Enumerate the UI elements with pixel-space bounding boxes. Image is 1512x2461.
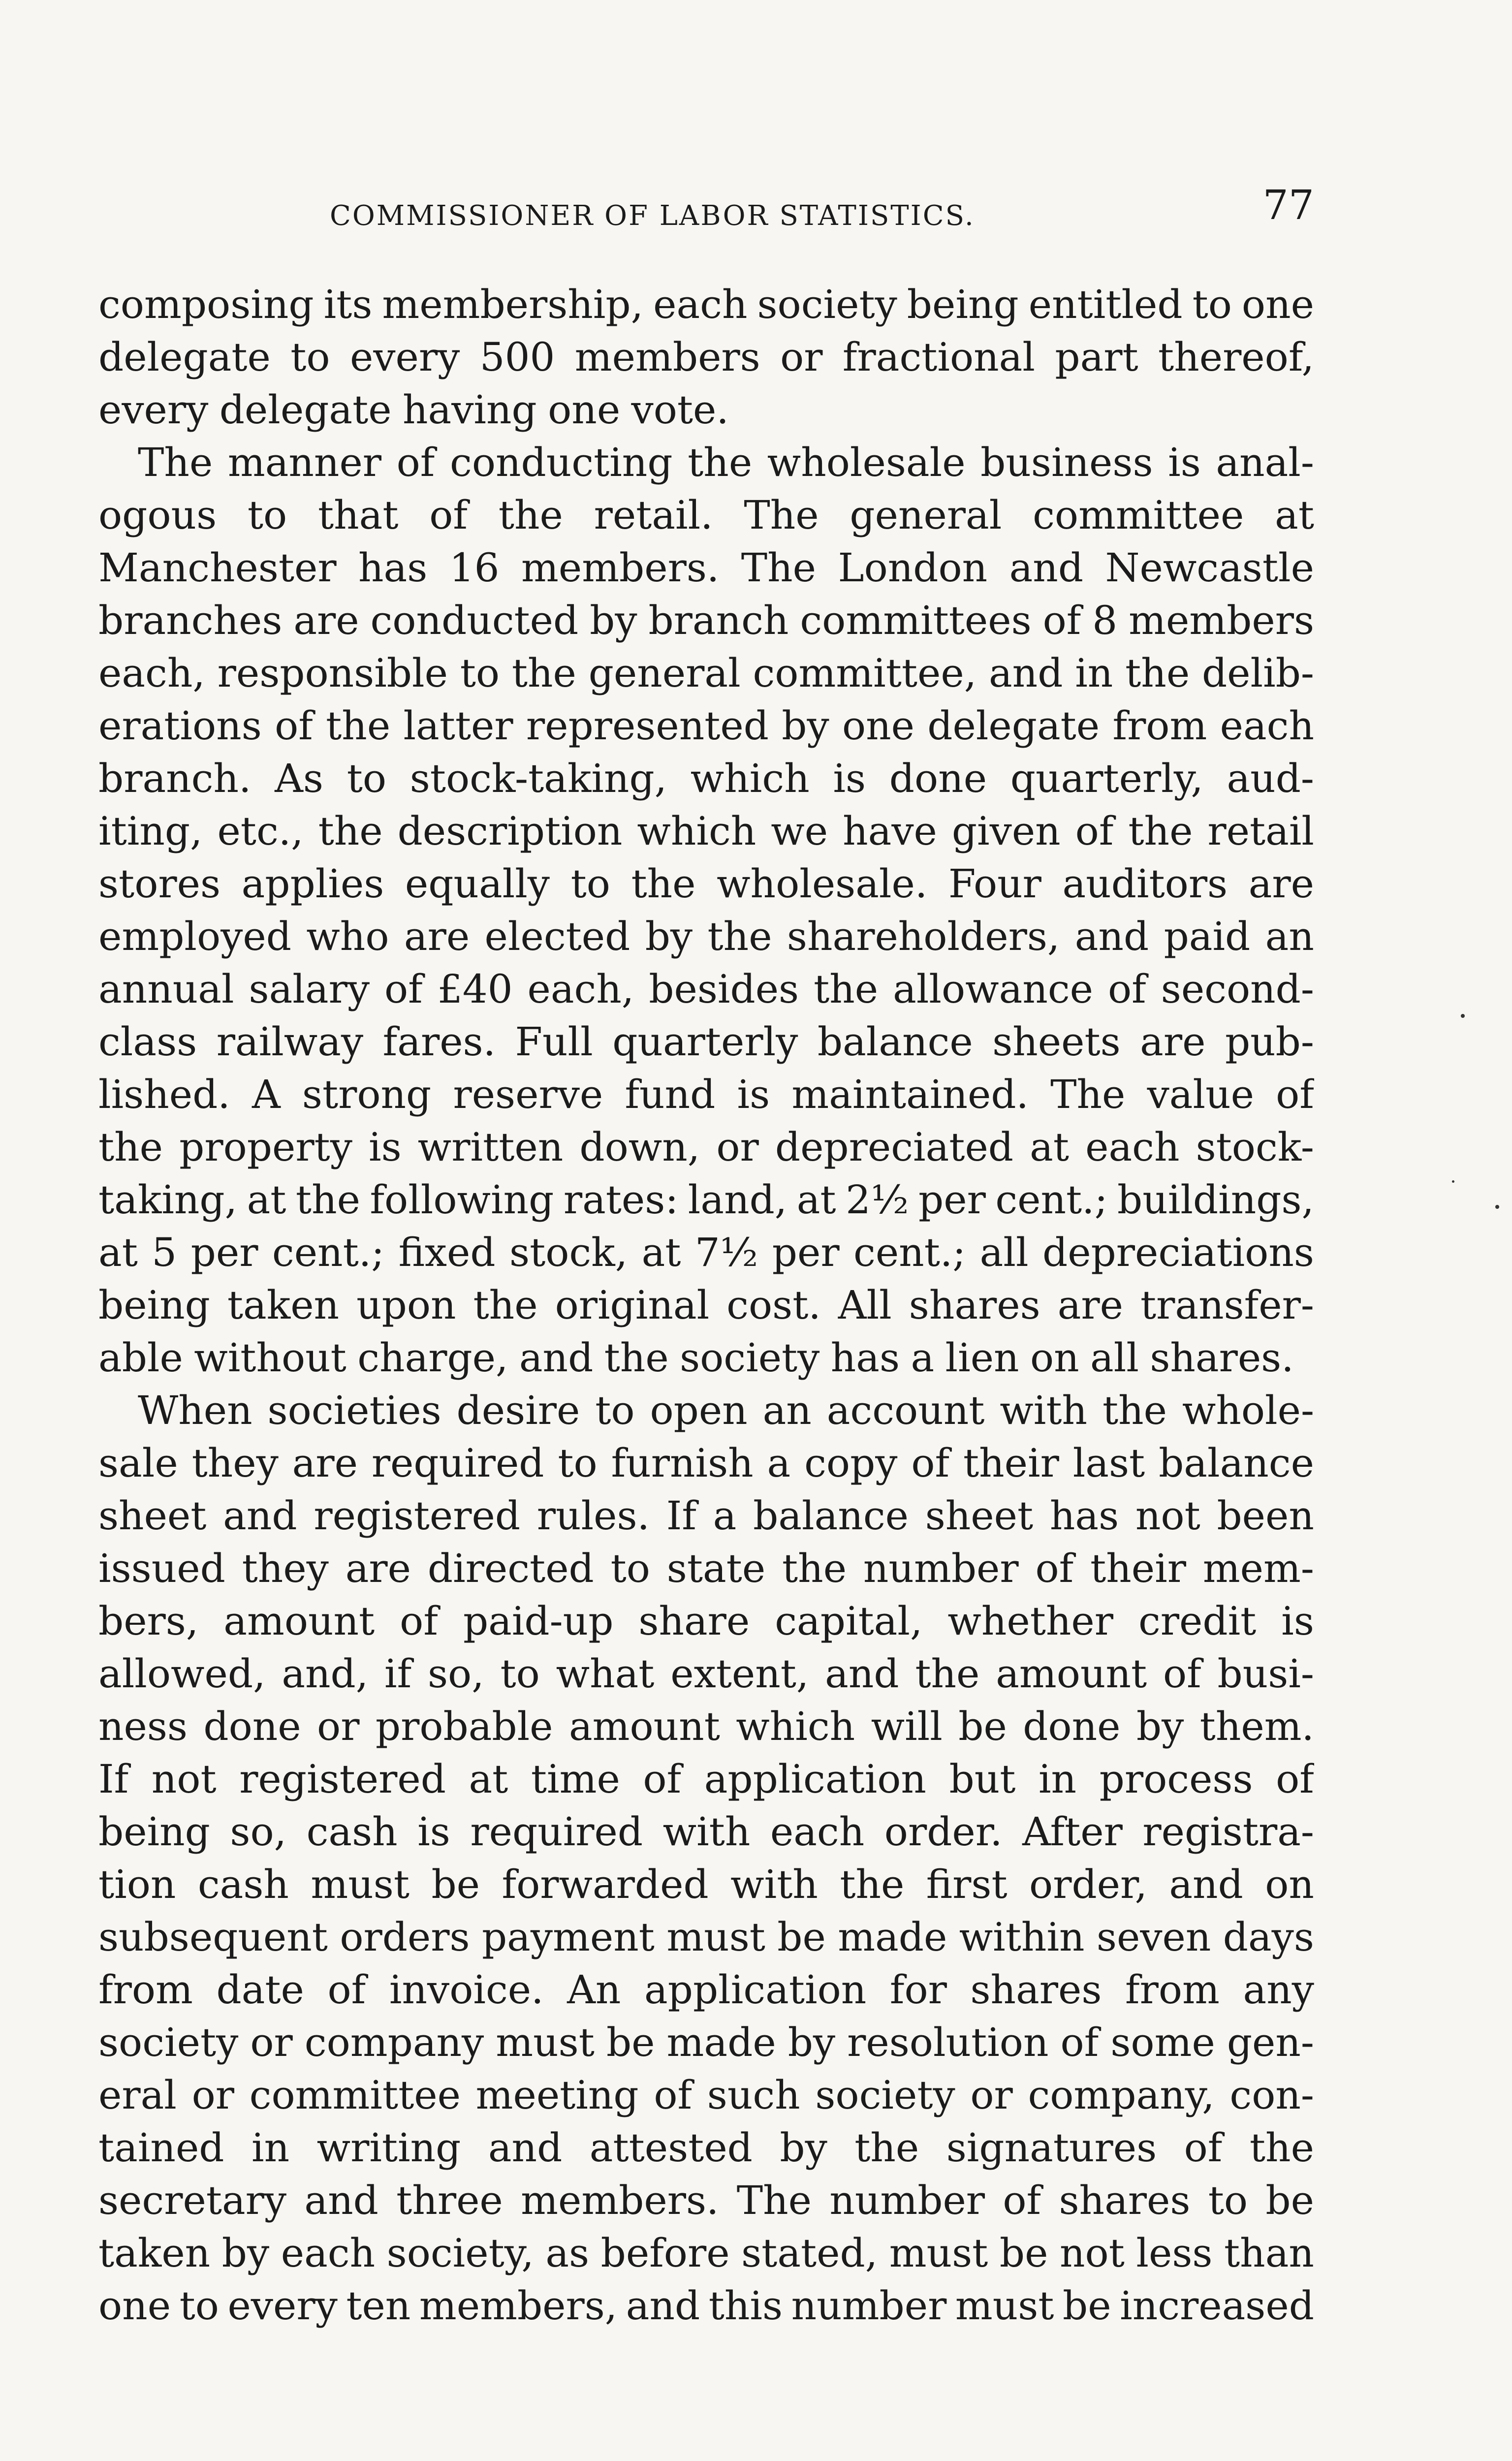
print-speck bbox=[1495, 1205, 1499, 1209]
text-line: If not registered at time of application but in process of bbox=[98, 1756, 1314, 1802]
body-text bbox=[98, 278, 1314, 2332]
text-line: stores applies equally to the wholesale. Four auditors are bbox=[98, 861, 1314, 907]
text-line: subsequent orders payment must be made within seven days bbox=[98, 1914, 1314, 1960]
text-line: employed who are elected by the shareholders, and paid an bbox=[98, 914, 1314, 959]
text-line: ogous to that of the retail. The general committee at bbox=[98, 492, 1314, 538]
text-line: tion cash must be forwarded with the first order, and on bbox=[98, 1862, 1314, 1907]
text-line: being so, cash is required with each order. After registra- bbox=[98, 1809, 1314, 1855]
text-line: being taken upon the original cost. All shares are transfer- bbox=[98, 1282, 1314, 1328]
text-line: branches are conducted by branch committees of 8 members bbox=[98, 598, 1314, 643]
text-line: ness done or probable amount which will be done by them. bbox=[98, 1704, 1314, 1749]
text-line: from date of invoice. An application for shares from any bbox=[98, 1967, 1314, 2013]
text-line: each, responsible to the general committee, and in the delib- bbox=[98, 650, 1314, 696]
print-speck bbox=[1452, 1180, 1454, 1183]
text-line: Manchester has 16 members. The London and Newcastle bbox=[98, 545, 1314, 591]
text-line: When societies desire to open an account with the whole- bbox=[138, 1388, 1314, 1433]
text-line: branch. As to stock-taking, which is done quarterly, aud- bbox=[98, 756, 1314, 801]
text-line: society or company must be made by resolution of some gen- bbox=[98, 2019, 1314, 2065]
text-line: bers, amount of paid-up share capital, whether credit is bbox=[98, 1598, 1314, 1644]
text-line: every delegate having one vote. bbox=[98, 387, 729, 433]
text-line: issued they are directed to state the number of their mem- bbox=[98, 1546, 1314, 1591]
text-line: lished. A strong reserve fund is maintained. The value of bbox=[98, 1072, 1314, 1117]
text-line: allowed, and, if so, to what extent, and the amount of busi- bbox=[98, 1651, 1314, 1697]
text-line: tained in writing and attested by the signatures of the bbox=[98, 2125, 1314, 2171]
text-line: composing its membership, each society being entitled to one bbox=[98, 282, 1314, 327]
text-line: The manner of conducting the wholesale business is anal- bbox=[138, 440, 1314, 485]
text-line: at 5 per cent.; fixed stock, at 7½ per cent.; all depreciations bbox=[98, 1230, 1314, 1275]
text-line: eral or committee meeting of such society or company, con- bbox=[98, 2072, 1314, 2118]
text-line: annual salary of £40 each, besides the allowance of second- bbox=[98, 966, 1314, 1012]
print-speck bbox=[1461, 1014, 1465, 1018]
text-line: erations of the latter represented by one delegate from each bbox=[98, 703, 1314, 749]
text-line: secretary and three members. The number of shares to be bbox=[98, 2177, 1314, 2223]
text-line: taking, at the following rates: land, at 2½ per cent.; buildings, bbox=[98, 1177, 1314, 1223]
text-line: one to every ten members, and this number must be increased bbox=[98, 2283, 1314, 2329]
text-line: the property is written down, or depreciated at each stock- bbox=[98, 1124, 1314, 1170]
text-line: iting, etc., the description which we have given of the retail bbox=[98, 808, 1314, 854]
text-line: taken by each society, as before stated, must be not less than bbox=[98, 2230, 1314, 2276]
text-line: sale they are required to furnish a copy of their last balance bbox=[98, 1440, 1314, 1486]
text-line: able without charge, and the society has a lien on all shares. bbox=[98, 1335, 1294, 1381]
page-number: 77 bbox=[1262, 182, 1314, 229]
page-header bbox=[98, 182, 1314, 251]
text-line: delegate to every 500 members or fractional part thereof, bbox=[98, 334, 1314, 380]
text-line: sheet and registered rules. If a balance sheet has not been bbox=[98, 1493, 1314, 1539]
text-line: class railway fares. Full quarterly balance sheets are pub- bbox=[98, 1019, 1314, 1065]
running-head: COMMISSIONER OF LABOR STATISTICS. bbox=[330, 200, 975, 232]
